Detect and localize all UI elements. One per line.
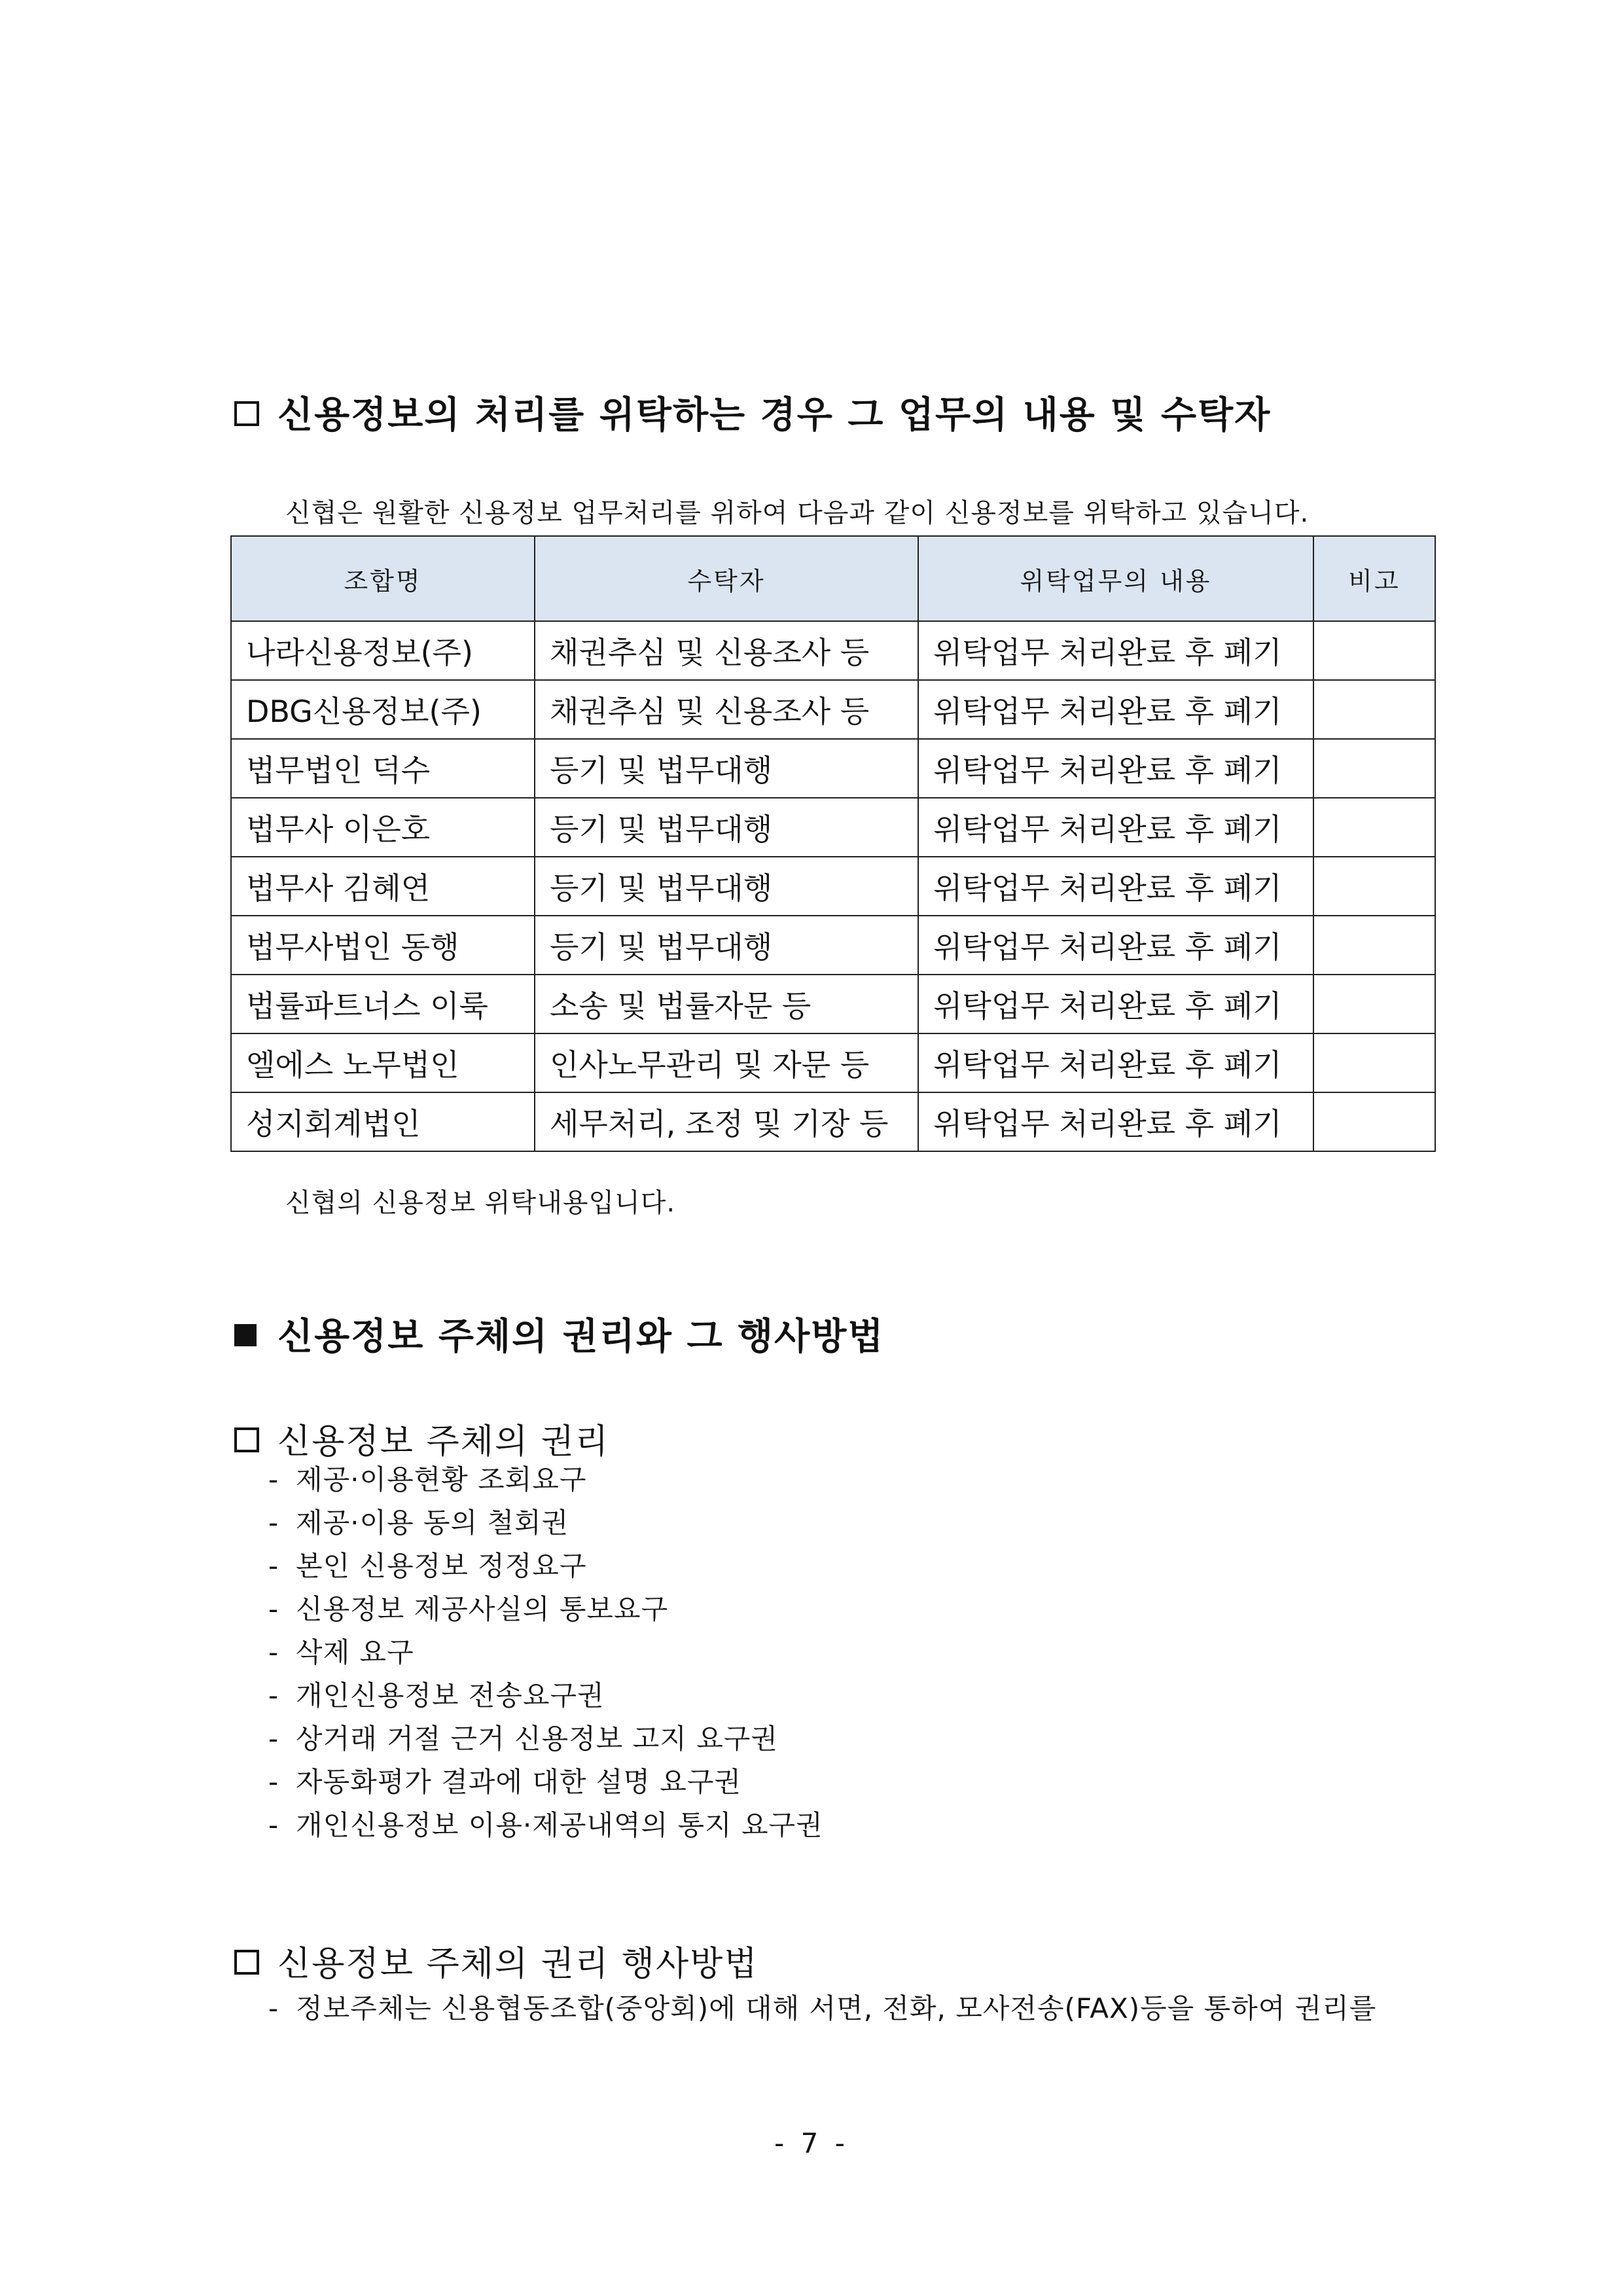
cell-remarks <box>1313 916 1435 975</box>
cell-union-name: 엘에스 노무법인 <box>231 1033 535 1092</box>
cell-trustee: 소송 및 법률자문 등 <box>535 975 918 1033</box>
table-row <box>231 857 1435 916</box>
header-union-name: 조합명 <box>231 536 535 621</box>
subheading-rights-method <box>234 1936 758 1985</box>
dash-bullet: - <box>268 1679 279 1712</box>
empty-square-bullet-icon <box>234 401 259 426</box>
outsourcing-table <box>230 535 1436 1152</box>
section-heading-rights <box>234 1308 884 1360</box>
cell-union-name: 나라신용정보(주) <box>231 621 535 680</box>
list-item <box>268 1458 823 1501</box>
list-item <box>268 1804 823 1847</box>
cell-remarks <box>1313 1033 1435 1092</box>
cell-task-content: 위탁업무 처리완료 후 폐기 <box>918 857 1313 916</box>
list-item-text: 상거래 거절 근거 신용정보 고지 요구권 <box>296 1723 778 1755</box>
cell-trustee: 등기 및 법무대행 <box>535 739 918 798</box>
rights-list <box>268 1458 823 1847</box>
table-row <box>231 680 1435 739</box>
table-note: 신협의 신용정보 위탁내용입니다. <box>285 1188 676 1218</box>
subheading-title: 신용정보 주체의 권리 <box>277 1422 610 1462</box>
cell-union-name: 법무사 이은호 <box>231 798 535 857</box>
cell-trustee: 등기 및 법무대행 <box>535 798 918 857</box>
header-task-content: 위탁업무의 내용 <box>918 536 1313 621</box>
cell-trustee: 등기 및 법무대행 <box>535 916 918 975</box>
cell-task-content: 위탁업무 처리완료 후 폐기 <box>918 798 1313 857</box>
header-remarks: 비고 <box>1313 536 1435 621</box>
cell-union-name: 법무사 김혜연 <box>231 857 535 916</box>
empty-square-bullet-icon <box>234 1950 259 1975</box>
table-row <box>231 916 1435 975</box>
page-number: - 7 - <box>774 2127 849 2159</box>
cell-union-name: 성지회계법인 <box>231 1092 535 1151</box>
section-title: 신용정보의 처리를 위탁하는 경우 그 업무의 내용 및 수탁자 <box>277 394 1272 437</box>
dash-bullet: - <box>268 1550 279 1582</box>
list-item <box>268 1717 823 1761</box>
table-row <box>231 975 1435 1033</box>
subheading-title: 신용정보 주체의 권리 행사방법 <box>277 1945 758 1984</box>
dash-bullet: - <box>268 1809 279 1841</box>
dash-bullet: - <box>268 1636 279 1668</box>
cell-task-content: 위탁업무 처리완료 후 폐기 <box>918 621 1313 680</box>
cell-trustee: 채권추심 및 신용조사 등 <box>535 621 918 680</box>
dash-bullet: - <box>268 1723 279 1755</box>
list-item-text: 삭제 요구 <box>296 1636 414 1668</box>
dash-bullet: - <box>268 1593 279 1625</box>
cell-remarks <box>1313 798 1435 857</box>
list-item-text: 제공·이용현황 조회요구 <box>296 1463 587 1496</box>
cell-union-name: DBG신용정보(주) <box>231 680 535 739</box>
list-item <box>268 1501 823 1545</box>
list-item <box>268 1588 823 1631</box>
cell-union-name: 법무사법인 동행 <box>231 916 535 975</box>
cell-task-content: 위탁업무 처리완료 후 폐기 <box>918 1033 1313 1092</box>
table-row <box>231 1092 1435 1151</box>
cell-task-content: 위탁업무 처리완료 후 폐기 <box>918 1092 1313 1151</box>
subheading-rights <box>234 1414 609 1463</box>
list-item <box>268 1674 823 1717</box>
dash-bullet: - <box>268 1766 279 1798</box>
rights-method-paragraph <box>268 1987 1376 2026</box>
header-trustee: 수탁자 <box>535 536 918 621</box>
dash-bullet: - <box>268 1992 279 2024</box>
cell-remarks <box>1313 621 1435 680</box>
table-row <box>231 739 1435 798</box>
cell-trustee: 인사노무관리 및 자문 등 <box>535 1033 918 1092</box>
dash-bullet: - <box>268 1507 279 1539</box>
cell-task-content: 위탁업무 처리완료 후 폐기 <box>918 739 1313 798</box>
cell-union-name: 법무법인 덕수 <box>231 739 535 798</box>
cell-remarks <box>1313 1092 1435 1151</box>
cell-task-content: 위탁업무 처리완료 후 폐기 <box>918 680 1313 739</box>
cell-task-content: 위탁업무 처리완료 후 폐기 <box>918 916 1313 975</box>
list-item-text: 개인신용정보 이용·제공내역의 통지 요구권 <box>296 1809 823 1841</box>
list-item <box>268 1545 823 1588</box>
dash-bullet: - <box>268 1463 279 1496</box>
table-row <box>231 798 1435 857</box>
list-item <box>268 1761 823 1804</box>
cell-task-content: 위탁업무 처리완료 후 폐기 <box>918 975 1313 1033</box>
cell-trustee: 채권추심 및 신용조사 등 <box>535 680 918 739</box>
section-title: 신용정보 주체의 권리와 그 행사방법 <box>277 1316 885 1358</box>
cell-trustee: 등기 및 법무대행 <box>535 857 918 916</box>
list-item-text: 신용정보 제공사실의 통보요구 <box>296 1593 669 1625</box>
empty-square-bullet-icon <box>234 1427 259 1452</box>
cell-remarks <box>1313 857 1435 916</box>
list-item-text: 개인신용정보 전송요구권 <box>296 1679 605 1712</box>
list-item-text: 제공·이용 동의 철회권 <box>296 1507 569 1539</box>
cell-remarks <box>1313 680 1435 739</box>
table-row <box>231 621 1435 680</box>
filled-square-bullet-icon <box>234 1324 257 1346</box>
intro-paragraph: 신협은 원활한 신용정보 업무처리를 위하여 다음과 같이 신용정보를 위탁하고 있습니다. <box>285 498 1310 528</box>
cell-remarks <box>1313 975 1435 1033</box>
table-header-row <box>231 536 1435 621</box>
cell-remarks <box>1313 739 1435 798</box>
cell-trustee: 세무처리, 조정 및 기장 등 <box>535 1092 918 1151</box>
list-item-text: 자동화평가 결과에 대한 설명 요구권 <box>296 1766 741 1798</box>
section-heading-outsourcing <box>234 386 1271 439</box>
method-text: 정보주체는 신용협동조합(중앙회)에 대해 서면, 전화, 모사전송(FAX)등을 통하여 권리를 <box>296 1992 1377 2024</box>
table-row <box>231 1033 1435 1092</box>
list-item-text: 본인 신용정보 정정요구 <box>296 1550 587 1582</box>
cell-union-name: 법률파트너스 이룩 <box>231 975 535 1033</box>
list-item <box>268 1631 823 1674</box>
